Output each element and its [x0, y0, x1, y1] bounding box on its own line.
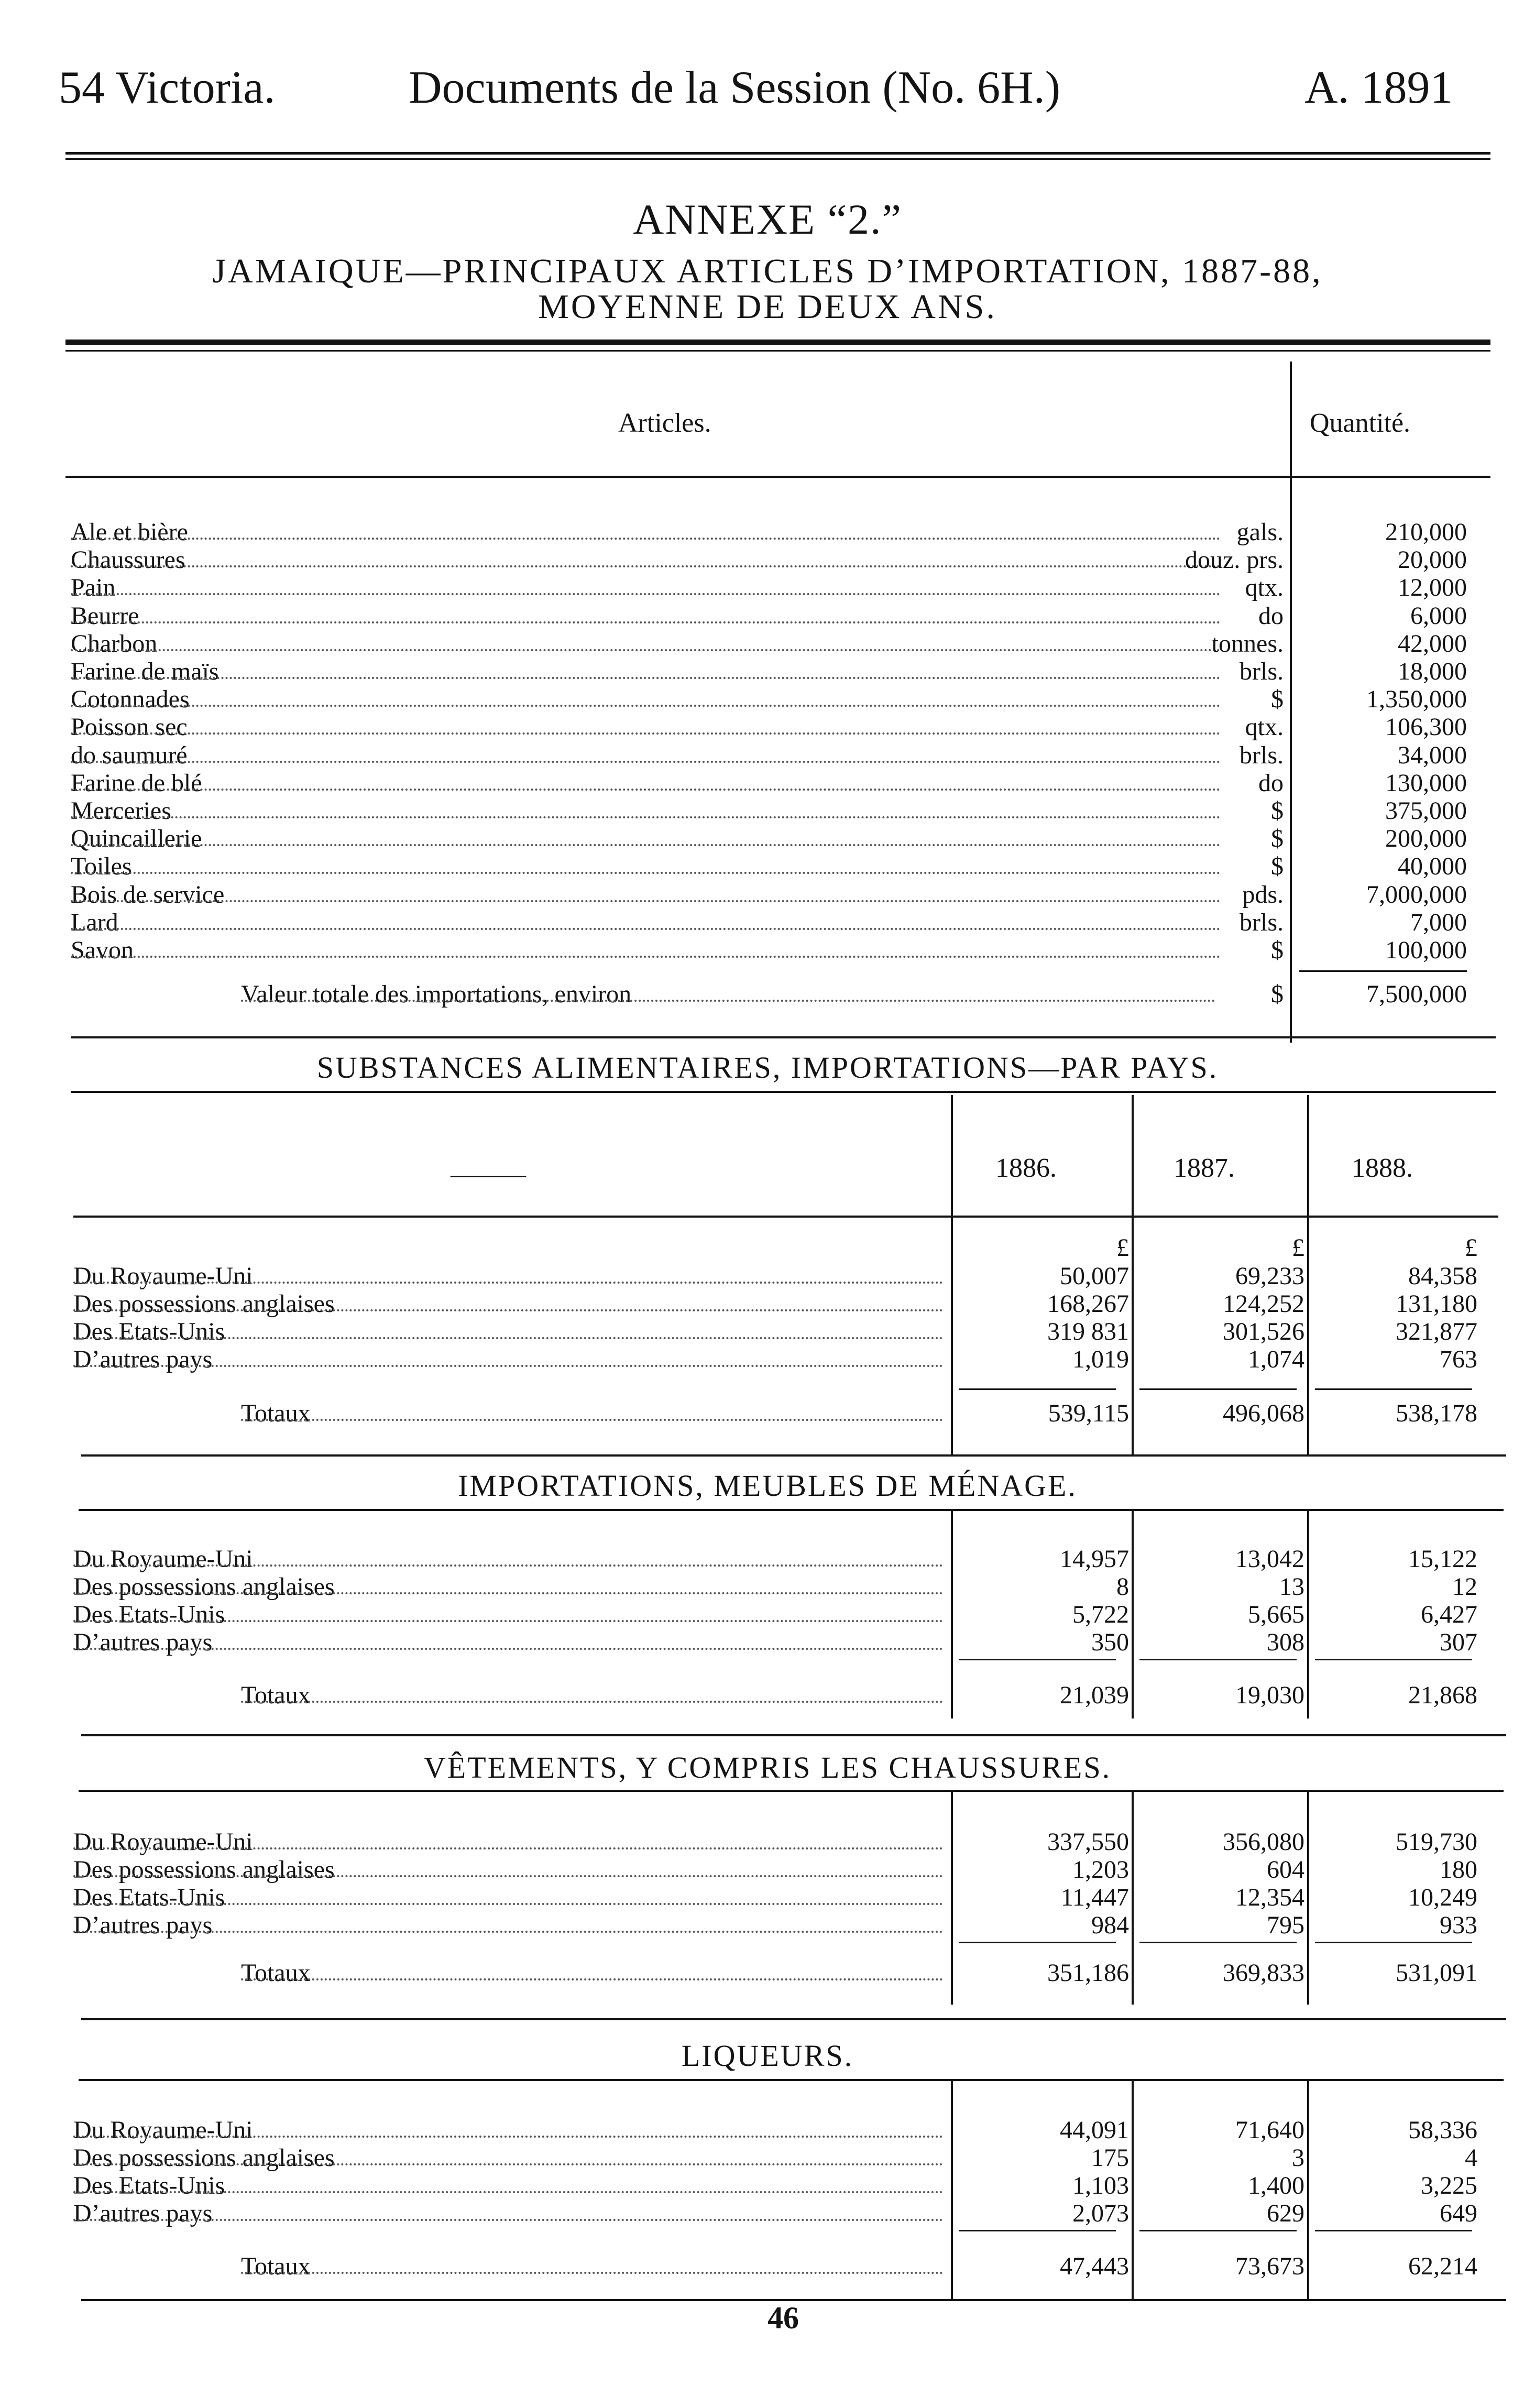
subtotal-rule — [1139, 1388, 1297, 1390]
totaux-value: 351,186 — [1047, 1959, 1129, 1987]
country-row-label — [73, 2117, 943, 2144]
totaux-value: 539,115 — [1048, 1399, 1129, 1427]
country-row-label-dots — [73, 1564, 943, 1567]
article-row-unit: douz. prs. — [1185, 546, 1284, 574]
country-row-label-text: D’autres pays — [73, 1912, 215, 1939]
country-row-value: 58,336 — [1408, 2116, 1477, 2144]
article-row-label-text: do saumuré — [71, 742, 191, 769]
year-column-divider — [1132, 2079, 1134, 2299]
article-row-unit: $ — [1271, 825, 1284, 852]
country-row-label-text: Des Etats-Unis — [73, 1884, 228, 1911]
section-end-rule — [81, 1454, 1506, 1457]
article-row-quantity: 1,350,000 — [1366, 685, 1467, 713]
subtotal-rule — [959, 1388, 1116, 1390]
articles-bottom-rule — [71, 1036, 1496, 1038]
country-row-label-dots — [73, 1620, 943, 1622]
title-rule-thick — [65, 340, 1490, 345]
country-row-label-dots — [73, 2191, 943, 2193]
country-row-value: 131,180 — [1396, 1290, 1477, 1318]
totaux-value: 21,868 — [1408, 1681, 1477, 1709]
country-row-label-dots — [73, 1903, 943, 1905]
country-row-value: 604 — [1267, 1856, 1304, 1884]
article-row-label-text: Bois de service — [71, 881, 227, 909]
subtotal-rule — [959, 2230, 1116, 2231]
country-row-value: 71,640 — [1235, 2116, 1304, 2144]
year-column-divider — [951, 1790, 953, 2005]
article-row-label-dots — [71, 789, 1221, 791]
year-column-divider — [1307, 1509, 1309, 1719]
country-row-label — [73, 1573, 943, 1601]
header-rule-top — [65, 152, 1490, 155]
totaux-label-text: Totaux — [241, 1400, 314, 1427]
totaux-value: 21,039 — [1060, 1681, 1129, 1709]
article-row-label-text: Pain — [71, 574, 118, 601]
country-row-label-text: Des Etats-Unis — [73, 2172, 228, 2199]
article-row-unit: brls. — [1240, 741, 1284, 769]
country-row-label — [73, 1546, 943, 1573]
article-row-label-dots — [71, 956, 1221, 958]
year-column-divider — [1132, 1790, 1134, 2005]
country-row-label — [73, 1884, 943, 1911]
article-row-label — [71, 853, 1221, 880]
country-row-value: 350 — [1091, 1628, 1129, 1656]
article-row-quantity: 20,000 — [1398, 546, 1467, 574]
totaux-label-dots — [241, 1978, 943, 1980]
article-row-label-text: Merceries — [71, 797, 174, 825]
article-row-unit: gals. — [1236, 518, 1284, 546]
article-row-label — [71, 574, 1221, 601]
article-row-label-dots — [71, 621, 1221, 623]
year-header-1888: 1888. — [1352, 1153, 1413, 1183]
currency-symbol: £ — [1465, 1234, 1477, 1262]
country-row-value: 1,074 — [1248, 1345, 1304, 1373]
year-column-divider — [951, 2079, 953, 2299]
totaux-value: 73,673 — [1235, 2252, 1304, 2280]
country-row-value: 356,080 — [1223, 1828, 1304, 1856]
article-row-label-text: Farine de blé — [71, 770, 205, 797]
country-row-label — [73, 1290, 943, 1318]
article-row-unit: qtx. — [1245, 713, 1284, 741]
country-row-value: 4 — [1465, 2144, 1477, 2172]
food-title-rule — [71, 1091, 1496, 1093]
article-row-label — [71, 630, 1221, 658]
year-column-divider — [1307, 1790, 1309, 2005]
country-row-value: 15,122 — [1408, 1545, 1477, 1573]
country-row-value: 629 — [1267, 2199, 1304, 2227]
article-row-label — [71, 797, 1221, 825]
country-row-value: 337,550 — [1047, 1828, 1129, 1856]
page-number: 46 — [768, 2301, 799, 2335]
country-row-label-dots — [73, 1282, 943, 1284]
article-row-unit: qtx. — [1245, 574, 1284, 601]
article-row-unit: $ — [1271, 852, 1284, 880]
currency-symbol: £ — [1116, 1234, 1129, 1262]
country-row-value: 10,249 — [1408, 1884, 1477, 1911]
article-row-label — [71, 742, 1221, 769]
totaux-value: 531,091 — [1396, 1959, 1477, 1987]
article-row-quantity: 210,000 — [1385, 518, 1467, 546]
subtotal-rule — [1315, 1942, 1472, 1943]
totaux-value: 369,833 — [1223, 1959, 1304, 1987]
country-row-value: 44,091 — [1060, 2116, 1129, 2144]
section-end-rule — [81, 1734, 1506, 1736]
year-header-1887: 1887. — [1174, 1153, 1235, 1183]
subtotal-rule — [1139, 1659, 1297, 1660]
article-row-label-dots — [71, 593, 1221, 595]
year-column-divider — [1307, 1095, 1309, 1457]
country-row-label — [73, 2200, 943, 2227]
country-row-label — [73, 2144, 943, 2172]
article-row-unit: pds. — [1242, 881, 1284, 909]
article-row-quantity: 12,000 — [1398, 574, 1467, 601]
header-year: A. 1891 — [1304, 62, 1453, 113]
articles-total-value: 7,500,000 — [1366, 980, 1467, 1008]
country-row-value: 649 — [1440, 2199, 1477, 2227]
year-column-divider — [951, 1509, 953, 1719]
country-row-value: 3,225 — [1421, 2172, 1477, 2199]
clothing-section-title-rule — [79, 1790, 1504, 1792]
totaux-label — [241, 1682, 943, 1709]
article-row-label-dots — [71, 677, 1221, 679]
totaux-value: 538,178 — [1396, 1399, 1477, 1427]
totaux-label-dots — [241, 2272, 943, 2274]
subtotal-rule — [1315, 1388, 1472, 1390]
country-row-label-dots — [73, 1592, 943, 1594]
article-row-quantity: 106,300 — [1385, 713, 1467, 741]
article-row-label — [71, 909, 1221, 936]
article-row-label-dots — [71, 928, 1221, 930]
article-row-label — [71, 881, 1221, 909]
country-row-value: 5,665 — [1248, 1601, 1304, 1628]
country-row-value: 1,103 — [1072, 2172, 1129, 2199]
country-row-label-text: Des possessions anglaises — [73, 2144, 338, 2172]
country-row-value: 175 — [1091, 2144, 1129, 2172]
country-row-label-text: D’autres pays — [73, 2200, 215, 2227]
country-row-value: 763 — [1440, 1345, 1477, 1373]
article-row-label-text: Charbon — [71, 630, 160, 658]
country-row-value: 1,400 — [1248, 2172, 1304, 2199]
articles-header-rule — [65, 476, 1490, 478]
country-row-label — [73, 1346, 943, 1373]
article-row-unit: $ — [1271, 936, 1284, 964]
article-row-quantity: 130,000 — [1385, 769, 1467, 797]
country-row-value: 933 — [1440, 1911, 1477, 1939]
articles-column-divider — [1290, 362, 1292, 1043]
country-row-label — [73, 1829, 943, 1856]
furniture-section-title-rule — [79, 1509, 1504, 1511]
article-row-unit: brls. — [1240, 658, 1284, 685]
country-row-label-text: Des Etats-Unis — [73, 1601, 228, 1628]
section-end-rule — [81, 2018, 1506, 2020]
article-row-label-text: Toiles — [71, 853, 135, 880]
country-row-value: 12 — [1452, 1573, 1477, 1601]
country-row-label — [73, 1318, 943, 1345]
article-row-label-dots — [71, 705, 1221, 707]
country-row-label-text: Des possessions anglaises — [73, 1573, 338, 1601]
country-row-value: 5,722 — [1072, 1601, 1129, 1628]
article-row-label-dots — [71, 844, 1221, 846]
article-row-label-text: Chaussures — [71, 546, 189, 574]
year-header-1886: 1886. — [995, 1153, 1057, 1183]
country-row-label-dots — [73, 2219, 943, 2221]
country-row-value: 11,447 — [1060, 1884, 1129, 1911]
article-row-label-text: Ale et bière — [71, 519, 191, 546]
subtotal-rule — [959, 1659, 1116, 1660]
country-row-label-text: Des possessions anglaises — [73, 1856, 338, 1884]
clothing-section-title: VÊTEMENTS, Y COMPRIS LES CHAUSSURES. — [423, 1750, 1112, 1785]
country-row-value: 6,427 — [1421, 1601, 1477, 1628]
article-row-quantity: 6,000 — [1410, 602, 1467, 630]
article-row-label-dots — [71, 900, 1221, 902]
totaux-value: 19,030 — [1235, 1681, 1304, 1709]
country-row-value: 14,957 — [1060, 1545, 1129, 1573]
country-row-label-dots — [73, 2136, 943, 2138]
article-row-unit: brls. — [1240, 909, 1284, 936]
article-row-label — [71, 603, 1221, 630]
article-row-label-dots — [71, 565, 1221, 567]
country-row-value: 13 — [1279, 1573, 1304, 1601]
article-row-label — [71, 686, 1221, 713]
annexe-title: ANNEXE “2.” — [633, 195, 902, 243]
article-row-quantity: 375,000 — [1385, 797, 1467, 825]
article-row-quantity: 42,000 — [1398, 630, 1467, 658]
article-row-unit: do — [1258, 602, 1284, 630]
article-row-label — [71, 714, 1221, 741]
country-row-value: 69,233 — [1235, 1262, 1304, 1290]
articles-total-rule — [1299, 970, 1467, 972]
col-articles-header: Articles. — [618, 408, 711, 438]
articles-total-label: Valeur totale des importations, environ — [241, 981, 1215, 1008]
article-row-quantity: 18,000 — [1398, 658, 1467, 685]
article-row-unit: do — [1258, 769, 1284, 797]
country-row-value: 1,203 — [1072, 1856, 1129, 1884]
article-row-label-text: Lard — [71, 909, 122, 936]
article-row-label-text: Poisson sec — [71, 714, 191, 741]
totaux-label — [241, 1400, 943, 1427]
totaux-label-text: Totaux — [241, 2253, 314, 2280]
country-row-value: 168,267 — [1047, 1290, 1129, 1318]
country-row-label-dots — [73, 1337, 943, 1339]
country-row-value: 3 — [1292, 2144, 1304, 2172]
header-rule-bottom — [65, 158, 1490, 160]
country-row-label-dots — [73, 1875, 943, 1877]
article-row-label-text: Savon — [71, 937, 137, 964]
subtotal-rule — [959, 1942, 1116, 1943]
currency-symbol: £ — [1292, 1234, 1304, 1262]
country-row-value: 795 — [1267, 1911, 1304, 1939]
article-row-unit: $ — [1271, 797, 1284, 825]
subtotal-rule — [1315, 2230, 1472, 2231]
country-row-label — [73, 1263, 943, 1290]
article-row-label — [71, 519, 1221, 546]
country-row-label-text: Des possessions anglaises — [73, 1290, 338, 1318]
country-row-value: 180 — [1440, 1856, 1477, 1884]
totaux-label-dots — [241, 1419, 943, 1421]
country-row-label-dots — [73, 1931, 943, 1933]
articles-total-unit: $ — [1271, 980, 1284, 1008]
country-row-label — [73, 2172, 943, 2199]
country-row-label — [73, 1856, 943, 1884]
totaux-value: 47,443 — [1060, 2252, 1129, 2280]
country-row-value: 84,358 — [1408, 1262, 1477, 1290]
country-row-label-text: D’autres pays — [73, 1629, 215, 1656]
totaux-label — [241, 2253, 943, 2280]
subtitle-line-1: JAMAIQUE—PRINCIPAUX ARTICLES D’IMPORTATION, 1887-88, — [212, 252, 1323, 290]
country-row-value: 50,007 — [1060, 1262, 1129, 1290]
year-column-divider — [1132, 1509, 1134, 1719]
years-header-rule — [73, 1216, 1498, 1218]
country-row-label-text: Du Royaume-Uni — [73, 1829, 256, 1856]
subtotal-rule — [1315, 1659, 1472, 1660]
year-column-divider — [951, 1095, 953, 1457]
totaux-label — [241, 1960, 943, 1987]
country-row-label-dots — [73, 1648, 943, 1650]
country-row-value: 124,252 — [1223, 1290, 1304, 1318]
article-row-label-text: Cotonnades — [71, 686, 193, 713]
country-row-value: 13,042 — [1235, 1545, 1304, 1573]
country-row-value: 519,730 — [1396, 1828, 1477, 1856]
totaux-value: 62,214 — [1408, 2252, 1477, 2280]
title-rule-thin — [65, 350, 1490, 352]
country-row-value: 307 — [1440, 1628, 1477, 1656]
country-row-value: 984 — [1091, 1911, 1129, 1939]
country-row-value: 1,019 — [1072, 1345, 1129, 1373]
country-row-label-text: Du Royaume-Uni — [73, 1263, 256, 1290]
country-row-label-dots — [73, 1847, 943, 1849]
totaux-label-text: Totaux — [241, 1682, 314, 1709]
country-row-label — [73, 1629, 943, 1656]
article-row-unit: tonnes. — [1211, 630, 1284, 658]
header-session: 54 Victoria. — [59, 62, 276, 113]
country-row-value: 12,354 — [1235, 1884, 1304, 1911]
country-row-label-text: Du Royaume-Uni — [73, 1546, 256, 1573]
country-row-label — [73, 1912, 943, 1939]
subtitle-line-2: MOYENNE DE DEUX ANS. — [538, 288, 997, 326]
article-row-label-text: Quincaillerie — [71, 825, 205, 852]
country-row-value: 319 831 — [1047, 1318, 1129, 1345]
totaux-label-text: Totaux — [241, 1960, 314, 1987]
country-row-label-text: Des Etats-Unis — [73, 1318, 228, 1345]
country-row-value: 301,526 — [1223, 1318, 1304, 1345]
article-row-label-dots — [71, 872, 1221, 874]
country-row-value: 321,877 — [1396, 1318, 1477, 1345]
country-row-label-dots — [73, 1365, 943, 1367]
article-row-quantity: 200,000 — [1385, 825, 1467, 852]
col-quantite-header: Quantité. — [1310, 408, 1411, 438]
article-row-label — [71, 546, 1221, 574]
country-row-value: 2,073 — [1072, 2199, 1129, 2227]
article-row-label — [71, 658, 1221, 685]
year-column-divider — [1132, 1095, 1134, 1457]
header-documents: Documents de la Session (No. 6H.) — [409, 62, 1061, 113]
liquor-section-title-rule — [79, 2079, 1504, 2081]
totaux-label-dots — [241, 1701, 943, 1703]
year-column-divider — [1307, 2079, 1309, 2299]
article-row-quantity: 34,000 — [1398, 741, 1467, 769]
article-row-label-text: Farine de maïs — [71, 658, 222, 685]
country-row-label — [73, 1601, 943, 1628]
article-row-label — [71, 770, 1221, 797]
country-row-value: 8 — [1116, 1573, 1129, 1601]
article-row-unit: $ — [1271, 685, 1284, 713]
article-row-label-text: Beurre — [71, 603, 142, 630]
article-row-label-dots — [71, 732, 1221, 735]
food-label-dash: ——— — [451, 1161, 526, 1188]
article-row-label-dots — [71, 761, 1221, 763]
country-row-value: 308 — [1267, 1628, 1304, 1656]
article-row-label — [71, 937, 1221, 964]
country-row-label-text: D’autres pays — [73, 1346, 215, 1373]
liquor-section-title: LIQUEURS. — [681, 2039, 854, 2073]
article-row-quantity: 40,000 — [1398, 852, 1467, 880]
country-row-label-dots — [73, 2163, 943, 2165]
subtotal-rule — [1139, 2230, 1297, 2231]
article-row-label — [71, 825, 1221, 852]
article-row-quantity: 100,000 — [1385, 936, 1467, 964]
totaux-value: 496,068 — [1223, 1399, 1304, 1427]
article-row-label-dots — [71, 538, 1221, 540]
country-row-label-text: Du Royaume-Uni — [73, 2117, 256, 2144]
country-row-label-dots — [73, 1309, 943, 1311]
article-row-quantity: 7,000 — [1410, 909, 1467, 936]
furniture-section-title: IMPORTATIONS, MEUBLES DE MÉNAGE. — [458, 1469, 1077, 1503]
subtotal-rule — [1139, 1942, 1297, 1943]
article-row-label-dots — [71, 816, 1221, 818]
article-row-quantity: 7,000,000 — [1366, 881, 1467, 909]
article-row-label-dots — [71, 649, 1221, 651]
food-section-title: SUBSTANCES ALIMENTAIRES, IMPORTATIONS—PAR PAYS. — [316, 1050, 1219, 1085]
